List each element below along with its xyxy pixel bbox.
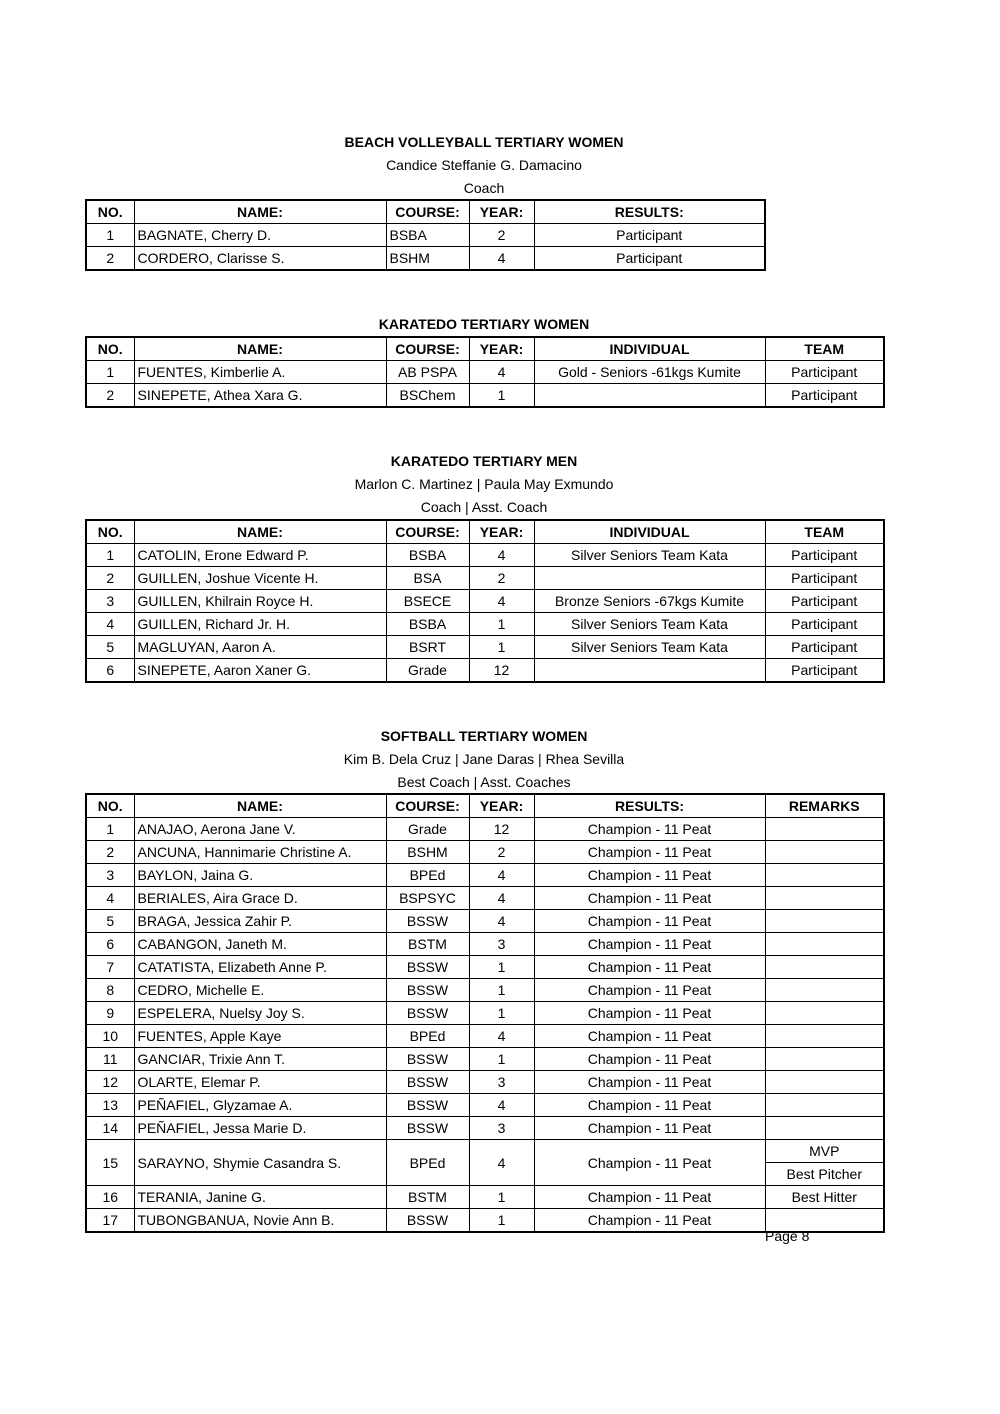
header-no: NO. [86,337,134,361]
cell-course: BSRT [386,636,469,659]
header-name: NAME: [134,520,386,544]
cell-no: 12 [86,1071,134,1094]
table-row [86,659,884,683]
cell-remarks [765,1025,884,1048]
cell-course: BSPSYC [386,887,469,910]
cell-name: PEÑAFIEL, Glyzamae A. [134,1094,386,1117]
table-row [86,864,884,887]
cell-year: 4 [469,910,534,933]
table-row [86,956,884,979]
table-row [86,1002,884,1025]
header-year: YEAR: [469,794,534,818]
cell-results: Champion - 11 Peat [534,910,765,933]
cell-team: Participant [765,590,884,613]
cell-year: 4 [469,1094,534,1117]
table-row [86,979,884,1002]
cell-year: 4 [469,361,534,384]
cell-course: BSSW [386,1048,469,1071]
table-row [86,224,765,247]
header-name: NAME: [134,794,386,818]
cell-no: 3 [86,590,134,613]
cell-remarks: Best Pitcher [765,1163,884,1186]
cell-remarks [765,841,884,864]
section-title-karatedo-men: KARATEDO TERTIARY MEN [390,453,578,469]
cell-year: 1 [469,384,534,408]
cell-no: 1 [86,361,134,384]
cell-year: 1 [469,956,534,979]
cell-name: BAGNATE, Cherry D. [134,224,386,247]
cell-name: ANAJAO, Aerona Jane V. [134,818,386,841]
cell-individual: Gold - Seniors -61kgs Kumite [534,361,765,384]
section-title-softball: SOFTBALL TERTIARY WOMEN [380,728,588,744]
cell-year: 2 [469,567,534,590]
header-team: TEAM [765,337,884,361]
cell-name: CEDRO, Michelle E. [134,979,386,1002]
header-results: RESULTS: [534,794,765,818]
cell-results: Champion - 11 Peat [534,956,765,979]
cell-no: 8 [86,979,134,1002]
cell-course: BSBA [386,224,469,247]
cell-remarks [765,1002,884,1025]
header-course: COURSE: [386,337,469,361]
cell-year: 4 [469,544,534,567]
cell-year: 1 [469,1002,534,1025]
cell-name: GUILLEN, Richard Jr. H. [134,613,386,636]
cell-course: BPEd [386,1140,469,1186]
cell-results: Champion - 11 Peat [534,1140,765,1186]
header-no: NO. [86,794,134,818]
cell-no: 2 [86,247,134,271]
cell-year: 1 [469,1209,534,1233]
cell-no: 5 [86,910,134,933]
cell-name: OLARTE, Elemar P. [134,1071,386,1094]
cell-year: 1 [469,1048,534,1071]
cell-year: 1 [469,636,534,659]
cell-name: GUILLEN, Joshue Vicente H. [134,567,386,590]
cell-year: 12 [469,659,534,683]
cell-remarks [765,1117,884,1140]
header-results: RESULTS: [534,200,765,224]
cell-no: 1 [86,818,134,841]
cell-course: BSECE [386,590,469,613]
table-row [86,361,884,384]
cell-course: AB PSPA [386,361,469,384]
section-title-beach-volleyball: BEACH VOLLEYBALL TERTIARY WOMEN [344,134,624,150]
cell-remarks: Best Hitter [765,1186,884,1209]
cell-individual [534,567,765,590]
cell-course: BSBA [386,544,469,567]
cell-name: MAGLUYAN, Aaron A. [134,636,386,659]
cell-year: 4 [469,864,534,887]
cell-results: Champion - 11 Peat [534,1094,765,1117]
coach-names: Candice Steffanie G. Damacino [386,157,582,173]
table-row [86,841,884,864]
cell-results: Champion - 11 Peat [534,1048,765,1071]
cell-year: 1 [469,613,534,636]
table-row [86,1025,884,1048]
cell-remarks [765,910,884,933]
cell-year: 12 [469,818,534,841]
table-row [86,887,884,910]
cell-name: ESPELERA, Nuelsy Joy S. [134,1002,386,1025]
coach-role: Best Coach | Asst. Coaches [397,774,571,790]
table-row [86,384,884,408]
cell-year: 4 [469,247,534,271]
karatedo-women-table [85,336,885,408]
cell-no: 11 [86,1048,134,1071]
cell-year: 1 [469,1186,534,1209]
table-row [86,1117,884,1140]
cell-name: SINEPETE, Aaron Xaner G. [134,659,386,683]
cell-results: Champion - 11 Peat [534,979,765,1002]
cell-no: 14 [86,1117,134,1140]
cell-results: Champion - 11 Peat [534,1025,765,1048]
header-remarks: REMARKS [765,794,884,818]
cell-course: Grade [386,659,469,683]
cell-no: 17 [86,1209,134,1233]
cell-year: 3 [469,1117,534,1140]
cell-remarks [765,979,884,1002]
section-title-karatedo-women: KARATEDO TERTIARY WOMEN [378,316,590,332]
cell-course: BSSW [386,1209,469,1233]
cell-individual: Silver Seniors Team Kata [534,613,765,636]
cell-team: Participant [765,613,884,636]
coach-role: Coach | Asst. Coach [420,499,548,515]
cell-results: Participant [534,247,765,271]
cell-results: Champion - 11 Peat [534,1071,765,1094]
cell-year: 1 [469,979,534,1002]
cell-results: Champion - 11 Peat [534,841,765,864]
table-row [86,544,884,567]
cell-course: BSSW [386,1002,469,1025]
header-course: COURSE: [386,794,469,818]
cell-no: 5 [86,636,134,659]
karatedo-men-table [85,519,885,683]
cell-results: Champion - 11 Peat [534,1002,765,1025]
cell-name: GUILLEN, Khilrain Royce H. [134,590,386,613]
cell-results: Champion - 11 Peat [534,933,765,956]
cell-results: Champion - 11 Peat [534,1117,765,1140]
cell-course: BSA [386,567,469,590]
cell-remarks [765,1048,884,1071]
table-row [86,933,884,956]
table-row [86,636,884,659]
cell-no: 2 [86,384,134,408]
page-number: Page 8 [765,1228,810,1244]
coach-role: Coach [463,180,505,196]
cell-name: CATATISTA, Elizabeth Anne P. [134,956,386,979]
table-row [86,1048,884,1071]
cell-no: 16 [86,1186,134,1209]
cell-name: GANCIAR, Trixie Ann T. [134,1048,386,1071]
cell-year: 4 [469,1140,534,1186]
cell-no: 2 [86,841,134,864]
cell-remarks [765,887,884,910]
table-row [86,1186,884,1209]
cell-no: 15 [86,1140,134,1186]
cell-year: 4 [469,590,534,613]
cell-name: PEÑAFIEL, Jessa Marie D. [134,1117,386,1140]
header-individual: INDIVIDUAL [534,520,765,544]
cell-year: 3 [469,1071,534,1094]
cell-no: 6 [86,933,134,956]
cell-individual: Silver Seniors Team Kata [534,636,765,659]
table-row [86,910,884,933]
cell-course: Grade [386,818,469,841]
cell-results: Champion - 11 Peat [534,1209,765,1233]
cell-name: CORDERO, Clarisse S. [134,247,386,271]
cell-individual: Silver Seniors Team Kata [534,544,765,567]
beach-volleyball-table [85,199,766,271]
cell-course: BSSW [386,1117,469,1140]
table-row [86,1071,884,1094]
table-row [86,613,884,636]
cell-no: 9 [86,1002,134,1025]
cell-course: BSHM [386,841,469,864]
table-row [86,1094,884,1117]
cell-course: BPEd [386,864,469,887]
cell-year: 3 [469,933,534,956]
cell-individual [534,384,765,408]
cell-results: Champion - 11 Peat [534,887,765,910]
cell-no: 3 [86,864,134,887]
cell-name: TERANIA, Janine G. [134,1186,386,1209]
header-course: COURSE: [386,520,469,544]
header-no: NO. [86,520,134,544]
cell-name: BRAGA, Jessica Zahir P. [134,910,386,933]
cell-no: 1 [86,224,134,247]
header-team: TEAM [765,520,884,544]
cell-name: TUBONGBANUA, Novie Ann B. [134,1209,386,1233]
cell-remarks [765,1071,884,1094]
cell-individual [534,659,765,683]
cell-year: 4 [469,887,534,910]
cell-name: ANCUNA, Hannimarie Christine A. [134,841,386,864]
cell-year: 2 [469,224,534,247]
cell-course: BPEd [386,1025,469,1048]
cell-team: Participant [765,384,884,408]
cell-team: Participant [765,544,884,567]
header-year: YEAR: [469,337,534,361]
cell-year: 2 [469,841,534,864]
table-row [86,1140,884,1163]
cell-no: 2 [86,567,134,590]
cell-remarks [765,956,884,979]
coach-names: Marlon C. Martinez | Paula May Exmundo [354,476,614,492]
cell-team: Participant [765,567,884,590]
cell-no: 6 [86,659,134,683]
header-name: NAME: [134,337,386,361]
cell-course: BSSW [386,979,469,1002]
cell-course: BSBA [386,613,469,636]
table-row [86,818,884,841]
cell-name: FUENTES, Apple Kaye [134,1025,386,1048]
cell-year: 4 [469,1025,534,1048]
cell-name: FUENTES, Kimberlie A. [134,361,386,384]
cell-no: 1 [86,544,134,567]
cell-team: Participant [765,361,884,384]
cell-course: BSHM [386,247,469,271]
cell-remarks [765,933,884,956]
header-name: NAME: [134,200,386,224]
cell-no: 4 [86,887,134,910]
cell-name: CATOLIN, Erone Edward P. [134,544,386,567]
header-no: NO. [86,200,134,224]
cell-remarks [765,864,884,887]
cell-results: Participant [534,224,765,247]
cell-results: Champion - 11 Peat [534,818,765,841]
cell-team: Participant [765,636,884,659]
table-row [86,247,765,271]
cell-course: BSChem [386,384,469,408]
cell-course: BSSW [386,956,469,979]
cell-name: BAYLON, Jaina G. [134,864,386,887]
cell-team: Participant [765,659,884,683]
table-row [86,590,884,613]
header-course: COURSE: [386,200,469,224]
header-year: YEAR: [469,200,534,224]
cell-name: SARAYNO, Shymie Casandra S. [134,1140,386,1186]
cell-course: BSSW [386,1094,469,1117]
cell-results: Champion - 11 Peat [534,1186,765,1209]
coach-names: Kim B. Dela Cruz | Jane Daras | Rhea Sevilla [343,751,625,767]
header-year: YEAR: [469,520,534,544]
cell-name: BERIALES, Aira Grace D. [134,887,386,910]
cell-course: BSTM [386,933,469,956]
cell-no: 13 [86,1094,134,1117]
cell-name: SINEPETE, Athea Xara G. [134,384,386,408]
header-individual: INDIVIDUAL [534,337,765,361]
cell-name: CABANGON, Janeth M. [134,933,386,956]
cell-course: BSTM [386,1186,469,1209]
cell-remarks [765,1094,884,1117]
table-row [86,567,884,590]
cell-remarks [765,818,884,841]
cell-individual: Bronze Seniors -67kgs Kumite [534,590,765,613]
cell-no: 4 [86,613,134,636]
cell-course: BSSW [386,910,469,933]
softball-table [85,793,885,1233]
cell-no: 7 [86,956,134,979]
cell-course: BSSW [386,1071,469,1094]
cell-no: 10 [86,1025,134,1048]
cell-results: Champion - 11 Peat [534,864,765,887]
cell-remarks: MVP [765,1140,884,1163]
